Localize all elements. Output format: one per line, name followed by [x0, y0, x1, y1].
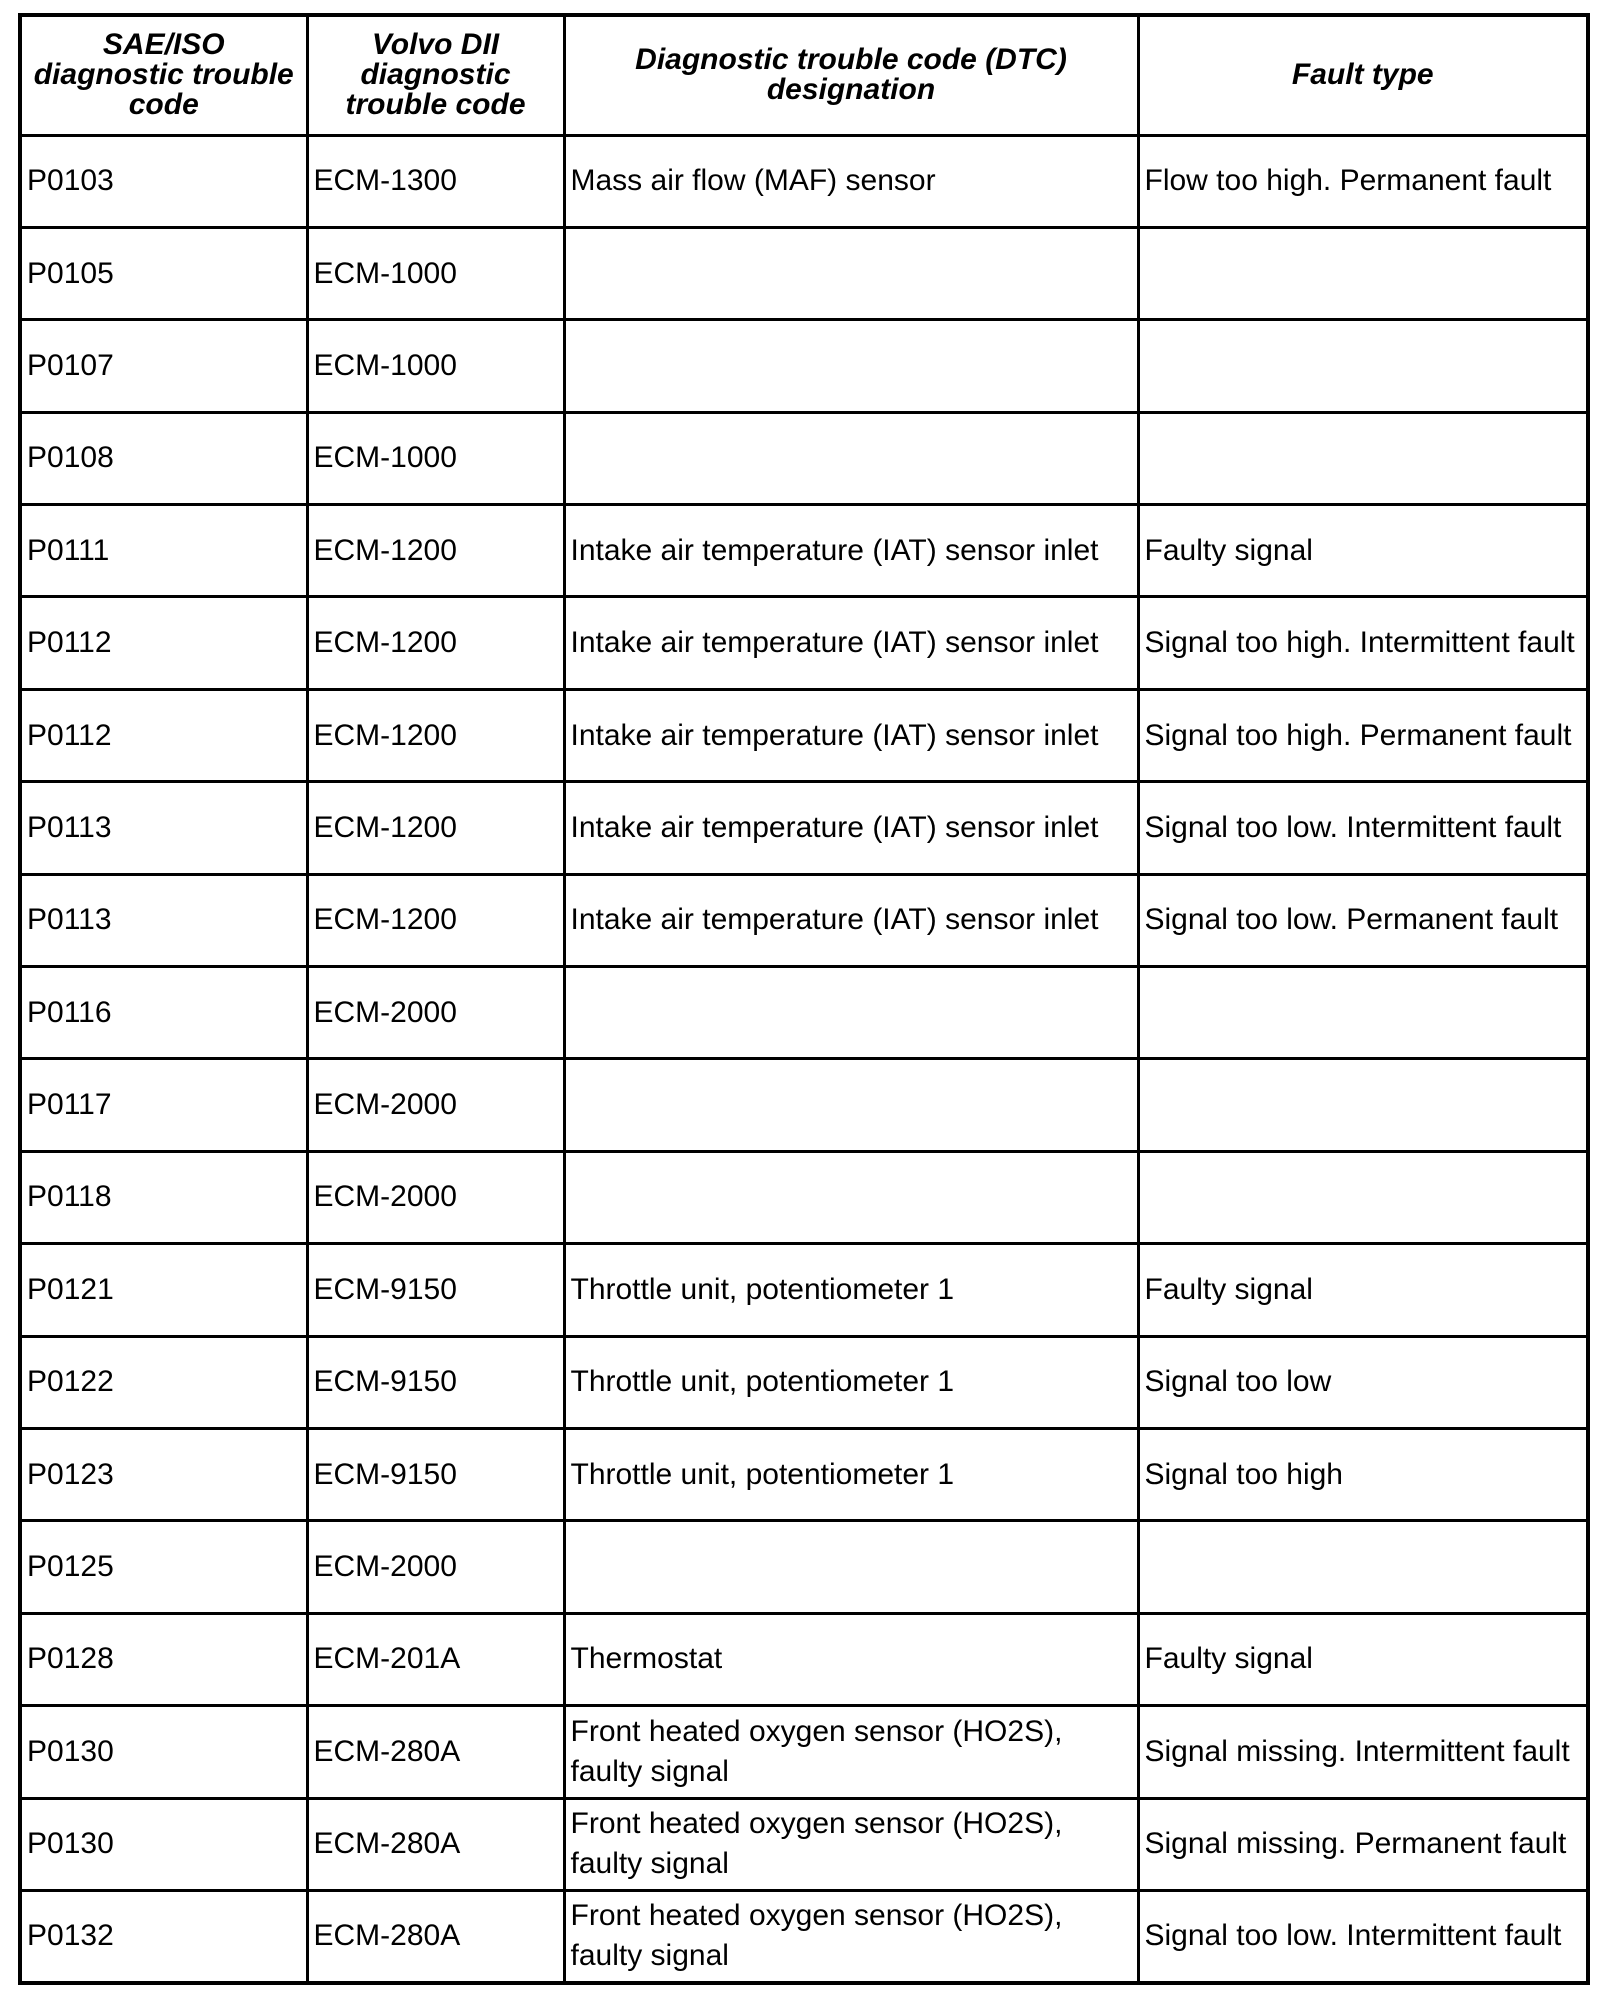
sae-iso-code-cell: P0130	[20, 1798, 307, 1890]
dtc-designation-cell	[564, 1151, 1138, 1243]
dtc-table	[18, 13, 1590, 1985]
dtc-designation-cell: Throttle unit, potentiometer 1	[564, 1336, 1138, 1428]
volvo-dii-code-cell: ECM-9150	[307, 1244, 564, 1336]
sae-iso-code-cell: P0121	[20, 1244, 307, 1336]
volvo-dii-code-cell: ECM-1200	[307, 597, 564, 689]
table-body	[20, 135, 1588, 1983]
table-row	[20, 1244, 1588, 1336]
table-row	[20, 1059, 1588, 1151]
sae-iso-code-cell: P0112	[20, 689, 307, 781]
dtc-designation-cell: Intake air temperature (IAT) sensor inlet	[564, 689, 1138, 781]
sae-iso-code-cell: P0123	[20, 1428, 307, 1520]
dtc-designation-cell: Intake air temperature (IAT) sensor inlet	[564, 874, 1138, 966]
fault-type-cell: Signal too low	[1138, 1336, 1588, 1428]
sae-iso-code-cell: P0130	[20, 1706, 307, 1798]
volvo-dii-code-cell: ECM-1200	[307, 505, 564, 597]
volvo-dii-code-cell: ECM-1200	[307, 782, 564, 874]
table-row	[20, 1798, 1588, 1890]
table-row	[20, 1428, 1588, 1520]
fault-type-cell: Flow too high. Permanent fault	[1138, 135, 1588, 227]
fault-type-cell: Faulty signal	[1138, 1244, 1588, 1336]
volvo-dii-code-cell: ECM-1000	[307, 412, 564, 504]
volvo-dii-code-cell: ECM-1000	[307, 227, 564, 319]
dtc-designation-cell: Front heated oxygen sensor (HO2S), faulty signal	[564, 1890, 1138, 1983]
dtc-designation-cell: Mass air flow (MAF) sensor	[564, 135, 1138, 227]
table-row	[20, 689, 1588, 781]
table-row	[20, 874, 1588, 966]
dtc-designation-cell	[564, 227, 1138, 319]
table-row	[20, 135, 1588, 227]
dtc-designation-cell: Thermostat	[564, 1613, 1138, 1705]
fault-type-cell: Signal too high. Permanent fault	[1138, 689, 1588, 781]
table-header-row	[20, 15, 1588, 135]
table-row	[20, 967, 1588, 1059]
dtc-designation-cell: Front heated oxygen sensor (HO2S), faulty signal	[564, 1798, 1138, 1890]
dtc-designation-cell: Throttle unit, potentiometer 1	[564, 1428, 1138, 1520]
volvo-dii-code-cell: ECM-201A	[307, 1613, 564, 1705]
sae-iso-code-cell: P0116	[20, 967, 307, 1059]
sae-iso-code-cell: P0128	[20, 1613, 307, 1705]
dtc-designation-cell: Intake air temperature (IAT) sensor inlet	[564, 782, 1138, 874]
sae-iso-code-cell: P0103	[20, 135, 307, 227]
header-sae-iso-code: SAE/ISO diagnostic trouble code	[20, 15, 307, 135]
dtc-designation-cell	[564, 320, 1138, 412]
dtc-designation-cell	[564, 1059, 1138, 1151]
dtc-designation-cell	[564, 412, 1138, 504]
fault-type-cell	[1138, 1151, 1588, 1243]
sae-iso-code-cell: P0122	[20, 1336, 307, 1428]
fault-type-cell: Faulty signal	[1138, 505, 1588, 597]
volvo-dii-code-cell: ECM-1000	[307, 320, 564, 412]
sae-iso-code-cell: P0113	[20, 782, 307, 874]
fault-type-cell: Signal too low. Intermittent fault	[1138, 782, 1588, 874]
table-row	[20, 412, 1588, 504]
header-volvo-dii-code: Volvo DII diagnostic trouble code	[307, 15, 564, 135]
sae-iso-code-cell: P0118	[20, 1151, 307, 1243]
dtc-designation-cell: Throttle unit, potentiometer 1	[564, 1244, 1138, 1336]
fault-type-cell: Signal too high	[1138, 1428, 1588, 1520]
volvo-dii-code-cell: ECM-2000	[307, 1151, 564, 1243]
volvo-dii-code-cell: ECM-1300	[307, 135, 564, 227]
header-dtc-designation: Diagnostic trouble code (DTC) designation	[564, 15, 1138, 135]
fault-type-cell: Signal missing. Intermittent fault	[1138, 1706, 1588, 1798]
table-row	[20, 1890, 1588, 1983]
sae-iso-code-cell: P0117	[20, 1059, 307, 1151]
table-row	[20, 1336, 1588, 1428]
sae-iso-code-cell: P0105	[20, 227, 307, 319]
fault-type-cell	[1138, 412, 1588, 504]
table-row	[20, 1151, 1588, 1243]
fault-type-cell	[1138, 227, 1588, 319]
fault-type-cell: Faulty signal	[1138, 1613, 1588, 1705]
dtc-designation-cell: Intake air temperature (IAT) sensor inlet	[564, 505, 1138, 597]
table-row	[20, 505, 1588, 597]
fault-type-cell	[1138, 1521, 1588, 1613]
fault-type-cell: Signal missing. Permanent fault	[1138, 1798, 1588, 1890]
table-row	[20, 597, 1588, 689]
sae-iso-code-cell: P0112	[20, 597, 307, 689]
header-fault-type: Fault type	[1138, 15, 1588, 135]
table-row	[20, 1613, 1588, 1705]
sae-iso-code-cell: P0108	[20, 412, 307, 504]
volvo-dii-code-cell: ECM-2000	[307, 1059, 564, 1151]
fault-type-cell: Signal too high. Intermittent fault	[1138, 597, 1588, 689]
table-row	[20, 782, 1588, 874]
table-row	[20, 1706, 1588, 1798]
volvo-dii-code-cell: ECM-2000	[307, 1521, 564, 1613]
sae-iso-code-cell: P0113	[20, 874, 307, 966]
table-row	[20, 320, 1588, 412]
dtc-designation-cell: Intake air temperature (IAT) sensor inlet	[564, 597, 1138, 689]
volvo-dii-code-cell: ECM-1200	[307, 874, 564, 966]
table-row	[20, 227, 1588, 319]
volvo-dii-code-cell: ECM-9150	[307, 1428, 564, 1520]
fault-type-cell: Signal too low. Intermittent fault	[1138, 1890, 1588, 1983]
fault-type-cell	[1138, 967, 1588, 1059]
fault-type-cell	[1138, 1059, 1588, 1151]
dtc-designation-cell	[564, 1521, 1138, 1613]
sae-iso-code-cell: P0107	[20, 320, 307, 412]
table-row	[20, 1521, 1588, 1613]
volvo-dii-code-cell: ECM-9150	[307, 1336, 564, 1428]
volvo-dii-code-cell: ECM-2000	[307, 967, 564, 1059]
dtc-designation-cell: Front heated oxygen sensor (HO2S), faulty signal	[564, 1706, 1138, 1798]
fault-type-cell: Signal too low. Permanent fault	[1138, 874, 1588, 966]
volvo-dii-code-cell: ECM-280A	[307, 1706, 564, 1798]
volvo-dii-code-cell: ECM-280A	[307, 1890, 564, 1983]
dtc-designation-cell	[564, 967, 1138, 1059]
volvo-dii-code-cell: ECM-1200	[307, 689, 564, 781]
sae-iso-code-cell: P0111	[20, 505, 307, 597]
fault-type-cell	[1138, 320, 1588, 412]
volvo-dii-code-cell: ECM-280A	[307, 1798, 564, 1890]
sae-iso-code-cell: P0125	[20, 1521, 307, 1613]
sae-iso-code-cell: P0132	[20, 1890, 307, 1983]
